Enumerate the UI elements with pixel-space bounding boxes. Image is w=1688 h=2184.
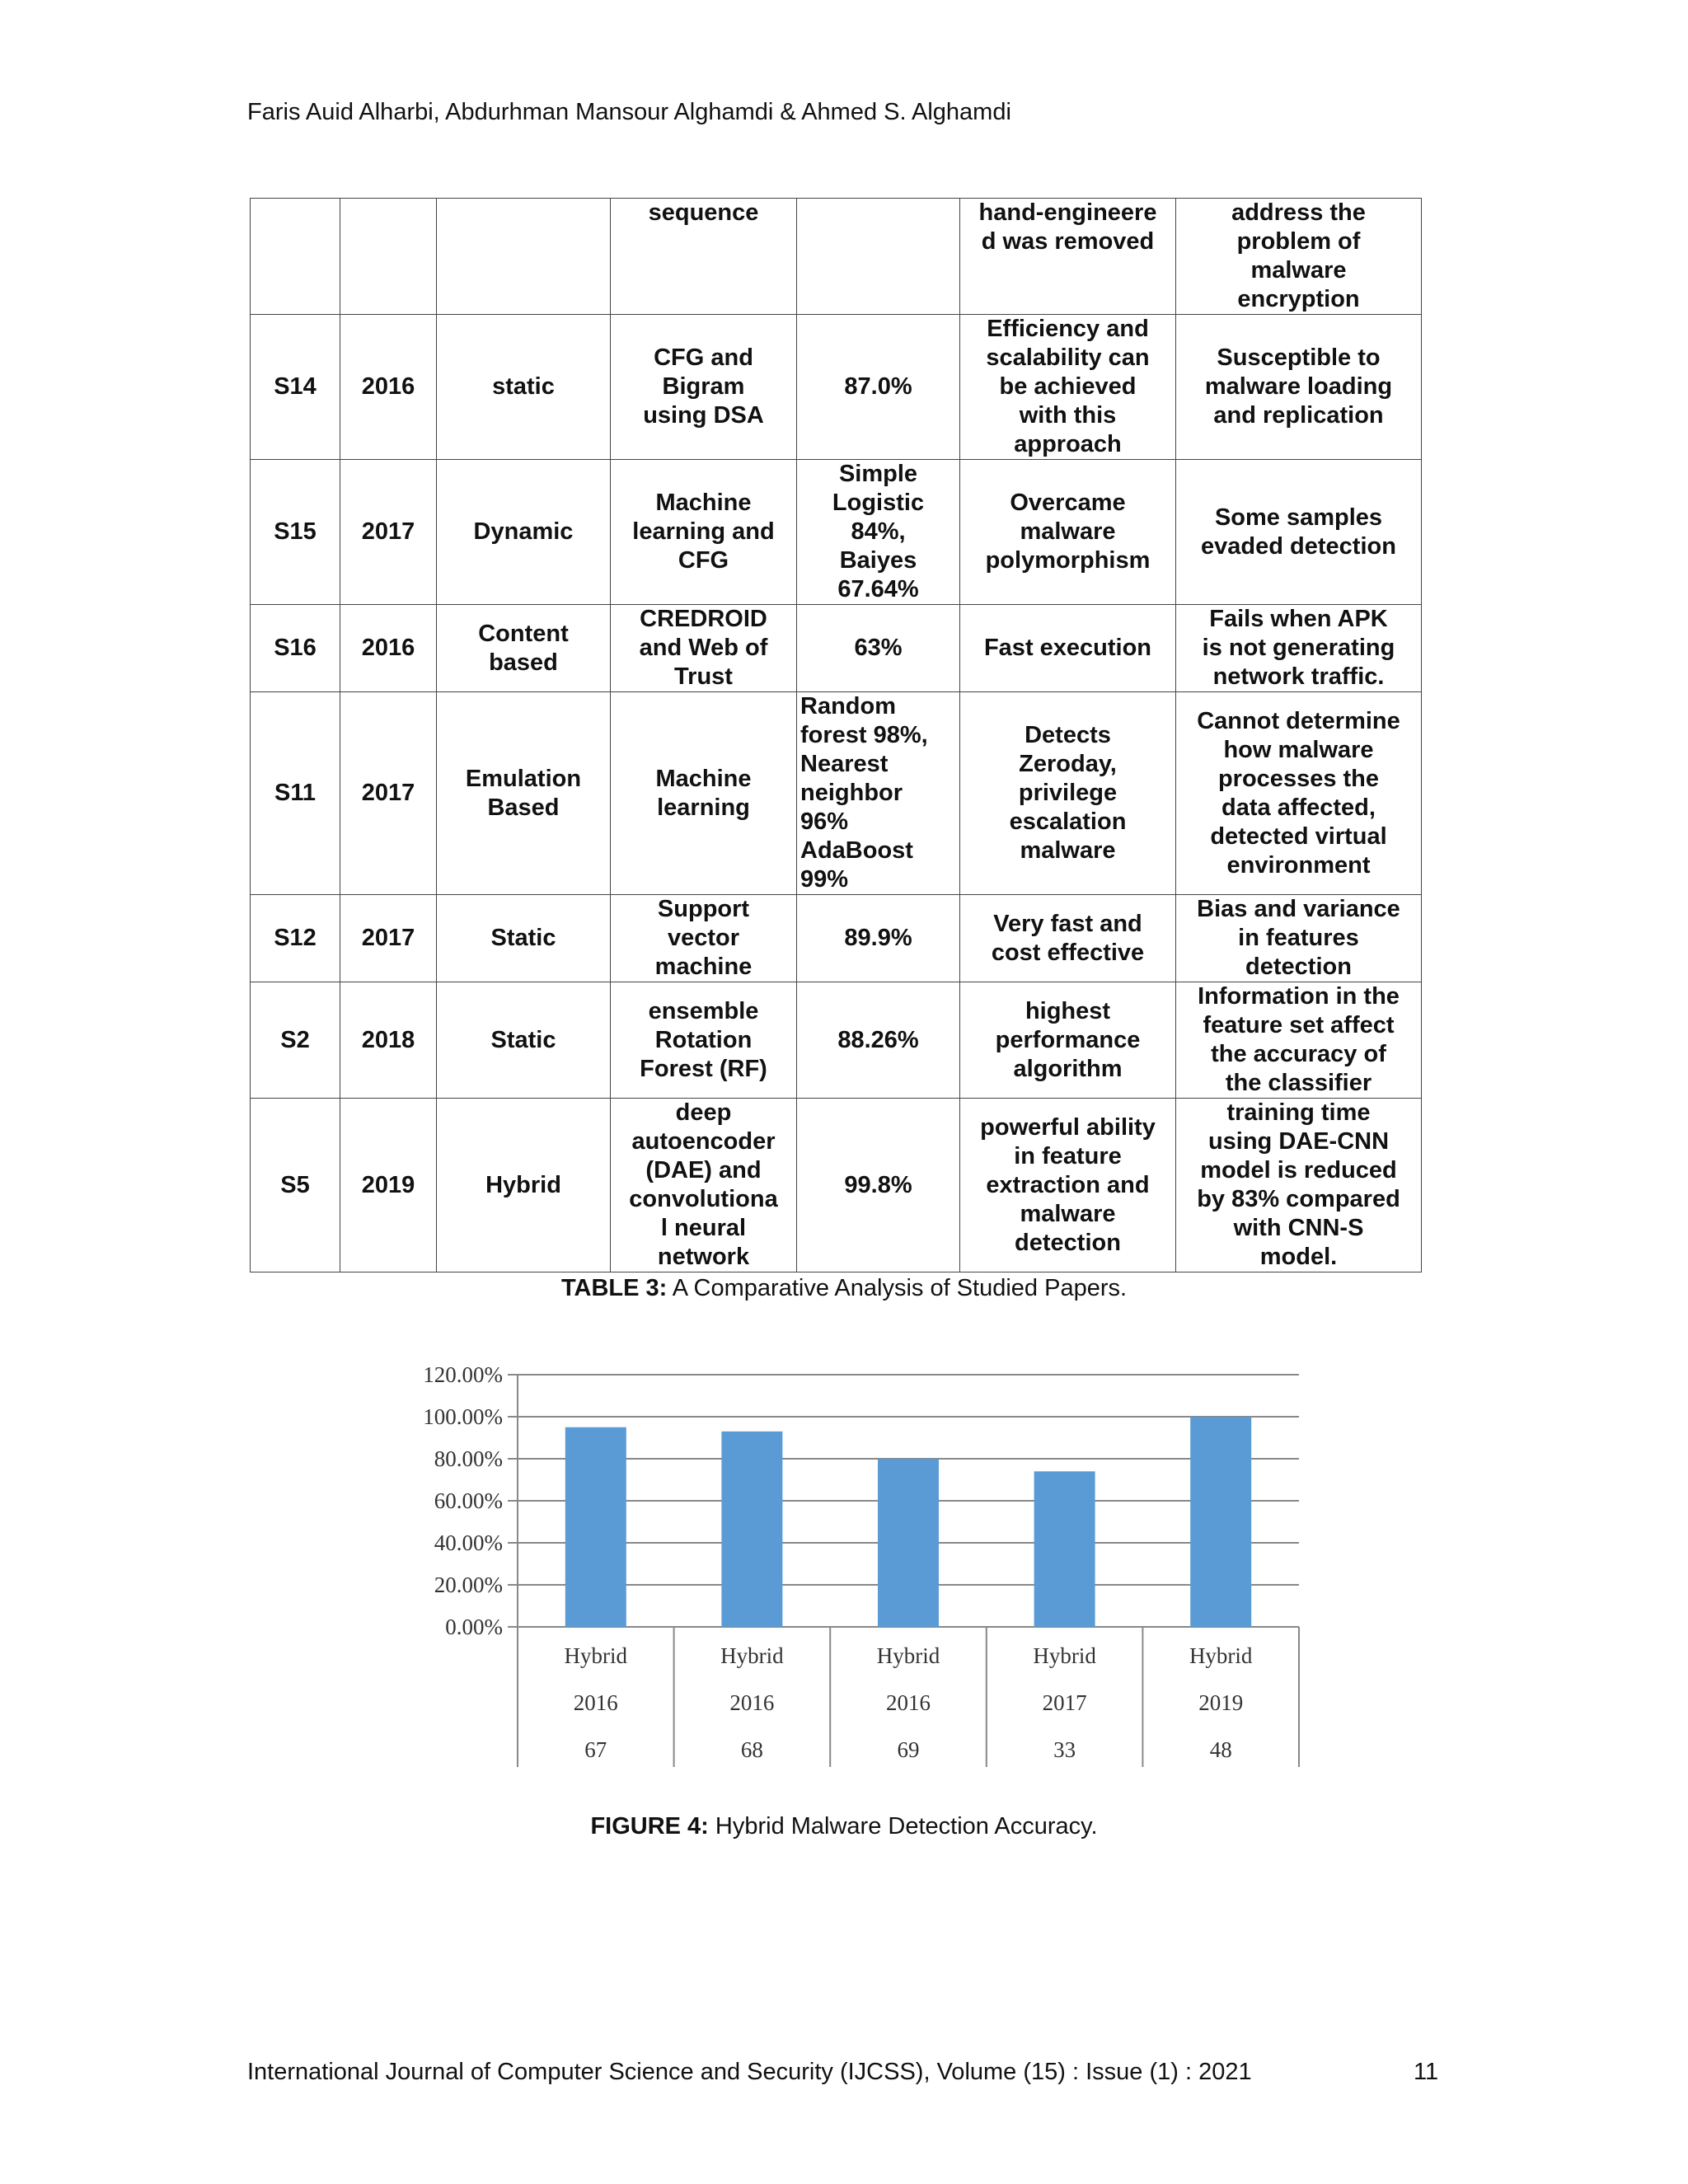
table-cell-technique: sequence <box>611 199 797 315</box>
table-cell-id: S2 <box>251 982 340 1099</box>
bar <box>878 1459 939 1627</box>
table-cell-technique: deep autoencoder (DAE) and convolutiona l neural network <box>611 1099 797 1272</box>
table-cell-advantage: Very fast and cost effective <box>960 895 1176 982</box>
accuracy-bar-chart <box>379 1352 1335 1780</box>
x-tick-label: 69 <box>897 1737 920 1762</box>
table-row <box>251 692 1422 895</box>
table-cell-accuracy: 99.8% <box>797 1099 960 1272</box>
table-cell-type: Hybrid <box>437 1099 611 1272</box>
table-cell-advantage: powerful ability in feature extraction and malware detection <box>960 1099 1176 1272</box>
table-cell-type: Static <box>437 982 611 1099</box>
page-number: 11 <box>1414 2059 1439 2085</box>
table-row <box>251 982 1422 1099</box>
bar <box>1034 1471 1095 1627</box>
x-tick-label: Hybrid <box>876 1643 940 1668</box>
table-cell-limitation: training time using DAE-CNN model is reduced by 83% compared with CNN-S model. <box>1176 1099 1422 1272</box>
table-cell-type: static <box>437 315 611 460</box>
x-tick-label: 2016 <box>573 1690 618 1715</box>
table-row <box>251 460 1422 605</box>
running-header-authors: Faris Auid Alharbi, Abdurhman Mansour Alghamdi & Ahmed S. Alghamdi <box>247 99 1011 125</box>
table-cell-id: S14 <box>251 315 340 460</box>
x-tick-label: Hybrid <box>720 1643 784 1668</box>
table-cell-limitation: Bias and variance in features detection <box>1176 895 1422 982</box>
table-cell-accuracy: 88.26% <box>797 982 960 1099</box>
table-cell-year: 2016 <box>340 605 437 692</box>
table-cell-technique: ensemble Rotation Forest (RF) <box>611 982 797 1099</box>
table-cell-id: S15 <box>251 460 340 605</box>
table-cell-year: 2016 <box>340 315 437 460</box>
y-tick-label: 0.00% <box>445 1615 503 1639</box>
table-cell-advantage: hand-engineere d was removed <box>960 199 1176 315</box>
x-tick-label: 2016 <box>729 1690 775 1715</box>
table-cell-year: 2017 <box>340 692 437 895</box>
x-tick-label: 2019 <box>1198 1690 1244 1715</box>
x-tick-label: 33 <box>1053 1737 1076 1762</box>
table-cell-type: Content based <box>437 605 611 692</box>
figure-caption <box>0 1813 1688 1840</box>
table-cell-accuracy: 87.0% <box>797 315 960 460</box>
table-cell-limitation: Information in the feature set affect the accuracy of the classifier <box>1176 982 1422 1099</box>
table-cell-accuracy: Simple Logistic 84%, Baiyes 67.64% <box>797 460 960 605</box>
table-cell-id: S5 <box>251 1099 340 1272</box>
x-tick-label: 2016 <box>886 1690 931 1715</box>
table-cell-id: S12 <box>251 895 340 982</box>
x-tick-label: 48 <box>1209 1737 1232 1762</box>
table-row <box>251 605 1422 692</box>
y-tick-label: 120.00% <box>423 1362 503 1387</box>
table-cell-year: 2017 <box>340 460 437 605</box>
y-tick-label: 20.00% <box>434 1572 503 1597</box>
table-cell-technique: Machine learning <box>611 692 797 895</box>
table-cell-id: S11 <box>251 692 340 895</box>
figure-caption-label: FIGURE 4: <box>590 1813 709 1840</box>
bar <box>1190 1417 1251 1627</box>
table-cell-advantage: highest performance algorithm <box>960 982 1176 1099</box>
table-cell-advantage: Overcame malware polymorphism <box>960 460 1176 605</box>
table-cell-limitation: Fails when APK is not generating network traffic. <box>1176 605 1422 692</box>
table-cell-technique: CREDROID and Web of Trust <box>611 605 797 692</box>
table-cell-limitation: Cannot determine how malware processes the data affected, detected virtual environment <box>1176 692 1422 895</box>
table-cell-technique: CFG and Bigram using DSA <box>611 315 797 460</box>
table-cell-year: 2019 <box>340 1099 437 1272</box>
x-tick-label: Hybrid <box>1189 1643 1253 1668</box>
figure-caption-text: Hybrid Malware Detection Accuracy. <box>708 1813 1098 1840</box>
table-cell-advantage: Detects Zeroday, privilege escalation malware <box>960 692 1176 895</box>
y-tick-label: 60.00% <box>434 1488 503 1513</box>
table-cell-limitation: address the problem of malware encryption <box>1176 199 1422 315</box>
footer-journal: International Journal of Computer Science and Security (IJCSS), Volume (15) : Issue (1) : 2021 <box>247 2059 1252 2085</box>
x-tick-label: Hybrid <box>1033 1643 1096 1668</box>
table-row <box>251 895 1422 982</box>
x-tick-label: 68 <box>740 1737 763 1762</box>
table-cell-id <box>251 199 340 315</box>
table-caption-text: A Comparative Analysis of Studied Papers. <box>667 1275 1128 1301</box>
table-cell-type <box>437 199 611 315</box>
table-cell-accuracy: 89.9% <box>797 895 960 982</box>
table-cell-year <box>340 199 437 315</box>
comparison-table <box>250 198 1422 1272</box>
y-tick-label: 80.00% <box>434 1446 503 1471</box>
table-cell-year: 2017 <box>340 895 437 982</box>
table-cell-accuracy: 63% <box>797 605 960 692</box>
table-cell-technique: Support vector machine <box>611 895 797 982</box>
x-tick-label: 2017 <box>1042 1690 1087 1715</box>
table-cell-advantage: Fast execution <box>960 605 1176 692</box>
table-cell-accuracy <box>797 199 960 315</box>
table-cell-accuracy: Random forest 98%, Nearest neighbor 96% AdaBoost 99% <box>797 692 960 895</box>
x-tick-label: Hybrid <box>564 1643 628 1668</box>
table-cell-technique: Machine learning and CFG <box>611 460 797 605</box>
table-cell-type: Static <box>437 895 611 982</box>
x-tick-label: 67 <box>584 1737 607 1762</box>
table-cell-year: 2018 <box>340 982 437 1099</box>
table-cell-type: Dynamic <box>437 460 611 605</box>
table-row <box>251 199 1422 315</box>
table-row <box>251 315 1422 460</box>
table-cell-advantage: Efficiency and scalability can be achieved with this approach <box>960 315 1176 460</box>
table-cell-type: Emulation Based <box>437 692 611 895</box>
table-caption <box>0 1275 1688 1302</box>
table-cell-limitation: Some samples evaded detection <box>1176 460 1422 605</box>
table-cell-id: S16 <box>251 605 340 692</box>
table-row <box>251 1099 1422 1272</box>
y-tick-label: 40.00% <box>434 1530 503 1555</box>
table-caption-label: TABLE 3: <box>560 1275 668 1301</box>
y-tick-label: 100.00% <box>423 1404 503 1429</box>
bar <box>721 1432 782 1627</box>
bar <box>565 1427 626 1627</box>
table-cell-limitation: Susceptible to malware loading and replication <box>1176 315 1422 460</box>
